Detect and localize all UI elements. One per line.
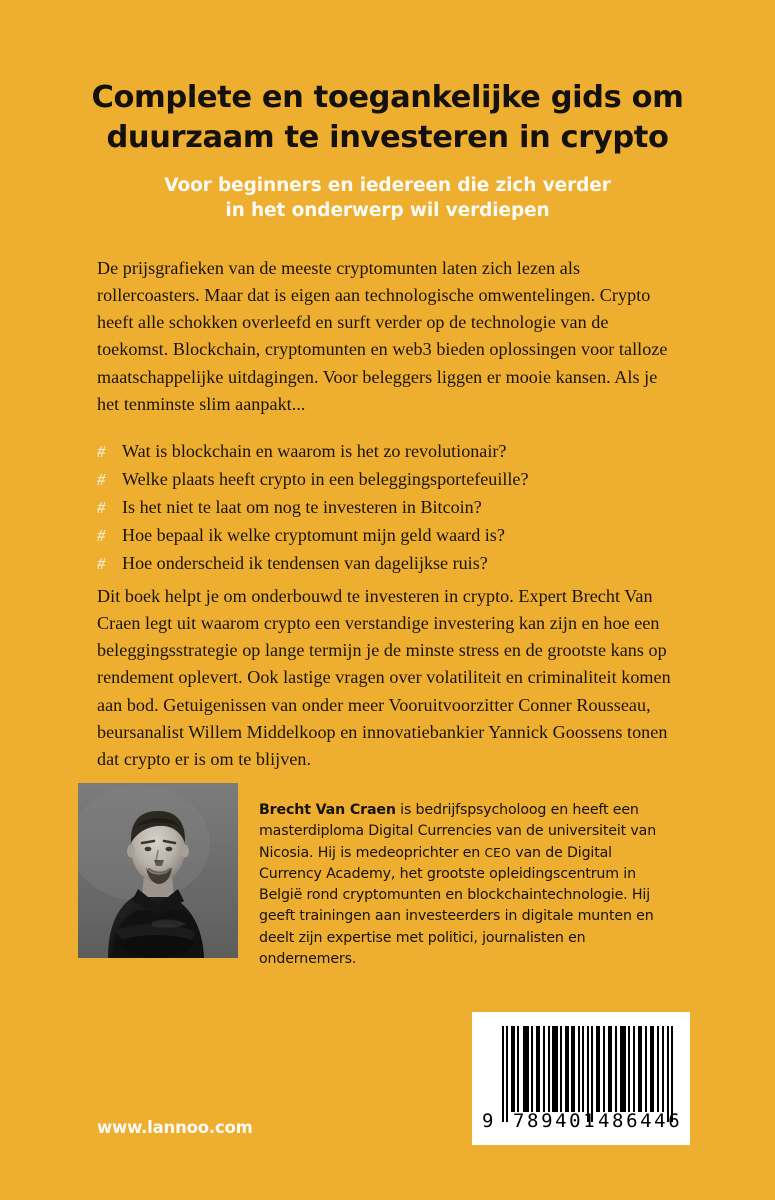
outro-paragraph: Dit boek helpt je om onderbouwd te investeren in crypto. Expert Brecht Van Craen legt uit waarom crypto een verstandige investering kan zijn en hoe een beleggingsstrategie op lange termijn je de minste stress en de grootste kans op rendement oplevert. Ook lastige vragen over volatiliteit en criminaliteit komen aan bod. Getuigenissen van onder meer Vooruitvoorzitter Conner Rousseau, beursanalist Willem Middelkoop en innovatiebankier Yannick Goossens tonen dat crypto er is om te blijven.	[97, 586, 671, 769]
barcode-right-group: 486446	[598, 1110, 683, 1132]
page-title	[0, 78, 775, 159]
barcode-lead-digit: 9	[482, 1110, 494, 1132]
hash-icon: #	[97, 553, 106, 573]
list-item	[97, 438, 675, 466]
hash-icon: #	[97, 442, 106, 461]
hash-icon: #	[97, 497, 106, 517]
barcode-graphic	[472, 1012, 690, 1145]
question-text: Welke plaats heeft crypto in een beleggingsportefeuille?	[122, 468, 529, 489]
barcode-left-group: 789401	[513, 1110, 598, 1132]
author-bio-acronym: CEO	[484, 845, 511, 860]
hash-icon: #	[97, 525, 106, 545]
question-list	[97, 438, 675, 578]
publisher-website[interactable]: www.lannoo.com	[97, 1118, 253, 1137]
intro-paragraph: De prijsgrafieken van de meeste cryptomunten laten zich lezen als rollercoasters. Maar dat is eigen aan technologische omwentelingen. Crypto heeft alle schokken overleefd en surft verder op de technologie van de toekomst. Blockchain, cryptomunten en web3 bieden oplossingen voor talloze maatschappelijke uitdagingen. Voor beleggers liggen er mooie kansen. Als je het tenminste slim aanpakt...	[97, 258, 668, 414]
author-bio	[259, 800, 679, 970]
question-text: Hoe bepaal ik welke cryptomunt mijn geld waard is?	[122, 524, 505, 545]
author-name: Brecht Van Craen	[259, 802, 396, 818]
subtitle-line-2: in het onderwerp wil verdiepen	[225, 199, 550, 221]
list-item	[97, 522, 675, 550]
subtitle-line-1: Voor beginners en iedereen die zich verder	[164, 174, 611, 196]
isbn-barcode	[472, 1012, 690, 1145]
list-item	[97, 494, 675, 522]
question-text: Is het niet te laat om nog te investeren in Bitcoin?	[122, 496, 482, 517]
headline-block	[0, 78, 775, 223]
question-text: Wat is blockchain en waarom is het zo revolutionair?	[122, 441, 507, 461]
author-bio-part1: is bedrijfspsycholoog en heeft een masterdiploma Digital Currencies van de universiteit van Nicosia. Hij is medeoprichter en	[259, 802, 657, 861]
headline-line-2: duurzaam te investeren in crypto	[106, 120, 669, 156]
list-item	[97, 466, 675, 494]
subtitle	[0, 173, 775, 223]
headline-line-1: Complete en toegankelijke gids om	[91, 80, 684, 115]
author-bio-part2: van de Digital Currency Academy, het grootste opleidingscentrum in België rond cryptomunten en blockchaintechnologie. Hij geeft trainingen aan investeerders in digitale munten en deelt zijn expertise met politici, journalisten en ondernemers.	[259, 844, 654, 968]
list-item	[97, 550, 675, 578]
author-photo	[78, 783, 238, 958]
question-text: Hoe onderscheid ik tendensen van dagelijkse ruis?	[122, 552, 488, 573]
hash-icon: #	[97, 469, 106, 489]
